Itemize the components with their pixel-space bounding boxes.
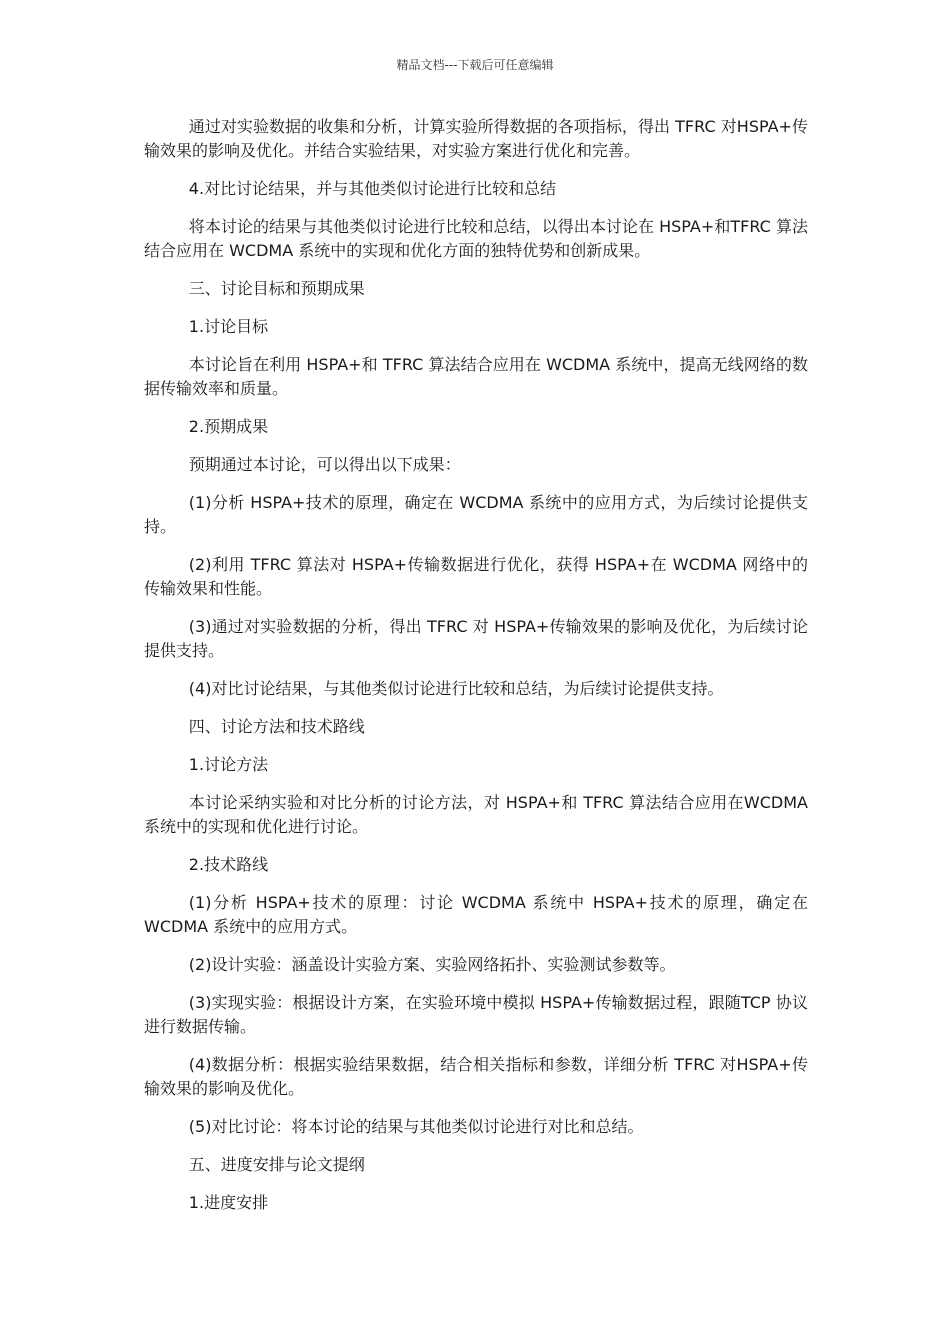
subsection-heading: 1.进度安排 [188,1193,269,1212]
list-item: (3)实现实验：根据设计方案，在实验环境中模拟 HSPA+传输数据过程，跟随TCP 协议进行数据传输。 [144,993,808,1036]
section-heading: 五、进度安排与论文提纲 [188,1155,365,1174]
list-item: (4)数据分析：根据实验结果数据，结合相关指标和参数，详细分析 TFRC 对HSPA+传输效果的影响及优化。 [144,1055,808,1098]
section-heading: 三、讨论目标和预期成果 [188,279,365,298]
list-item: (2)设计实验：涵盖设计实验方案、实验网络拓扑、实验测试参数等。 [188,955,676,974]
paragraph: 本讨论旨在利用 HSPA+和 TFRC 算法结合应用在 WCDMA 系统中，提高无线网络的数据传输效率和质量。 [144,355,808,398]
document-body [144,115,808,1229]
list-item: (5)对比讨论：将本讨论的结果与其他类似讨论进行对比和总结。 [188,1117,644,1136]
page-header: 精品文档---下载后可任意编辑 [396,58,554,72]
section-heading: 四、讨论方法和技术路线 [188,717,365,736]
list-item: (1)分析 HSPA+技术的原理，确定在 WCDMA 系统中的应用方式，为后续讨论提供支持。 [144,493,808,536]
paragraph: 将本讨论的结果与其他类似讨论进行比较和总结，以得出本讨论在 HSPA+和TFRC 算法结合应用在 WCDMA 系统中的实现和优化方面的独特优势和创新成果。 [144,217,808,260]
list-item: (1)分析 HSPA+技术的原理：讨论 WCDMA 系统中 HSPA+技术的原理，确定在 WCDMA 系统中的应用方式。 [144,893,808,936]
paragraph: 4.对比讨论结果，并与其他类似讨论进行比较和总结 [188,179,557,198]
list-item: (3)通过对实验数据的分析，得出 TFRC 对 HSPA+传输效果的影响及优化，为后续讨论提供支持。 [144,617,808,660]
paragraph: 预期通过本讨论，可以得出以下成果： [188,455,461,474]
subsection-heading: 2.预期成果 [188,417,269,436]
subsection-heading: 1.讨论目标 [188,317,269,336]
subsection-heading: 1.讨论方法 [188,755,269,774]
list-item: (4)对比讨论结果，与其他类似讨论进行比较和总结，为后续讨论提供支持。 [188,679,724,698]
list-item: (2)利用 TFRC 算法对 HSPA+传输数据进行优化，获得 HSPA+在 WCDMA 网络中的传输效果和性能。 [144,555,808,598]
subsection-heading: 2.技术路线 [188,855,269,874]
paragraph: 本讨论采纳实验和对比分析的讨论方法，对 HSPA+和 TFRC 算法结合应用在WCDMA 系统中的实现和优化进行讨论。 [144,793,808,836]
paragraph: 通过对实验数据的收集和分析，计算实验所得数据的各项指标，得出 TFRC 对HSPA+传输效果的影响及优化。并结合实验结果，对实验方案进行优化和完善。 [144,117,808,160]
